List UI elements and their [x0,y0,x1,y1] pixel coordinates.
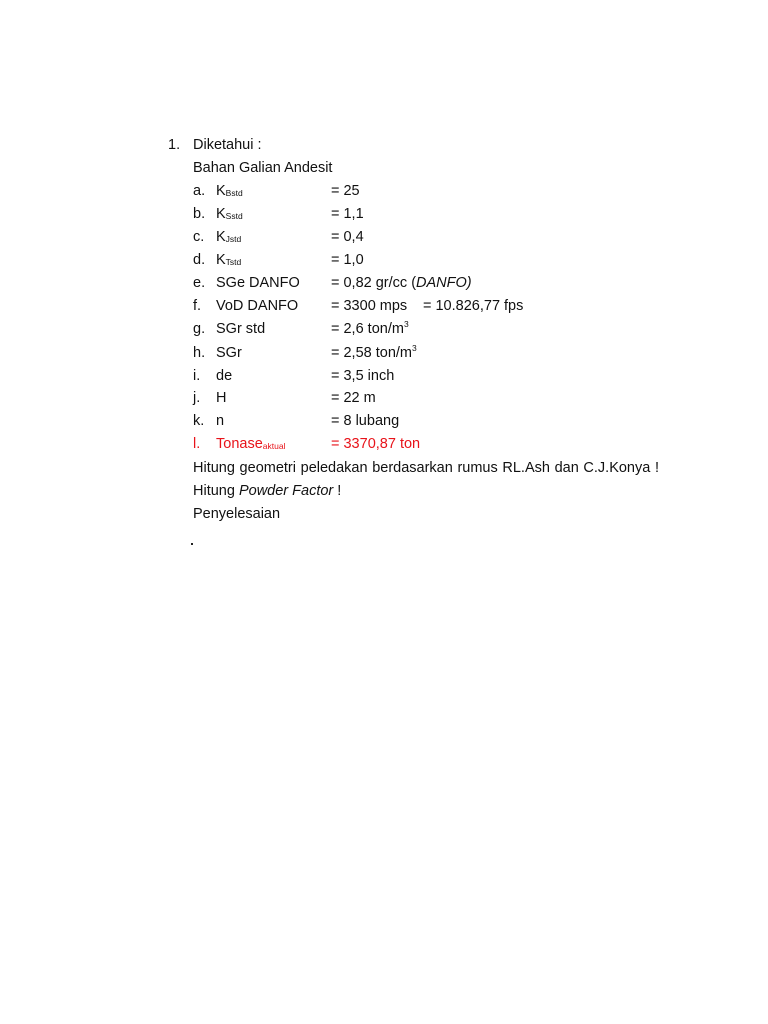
item-value-h: = 2,58 ton/$m^3$ [331,343,417,361]
item-value-i: = 3,5 inch [331,368,395,384]
item-name-h: SGr [216,345,242,361]
item-name-c: $K_{Jstd}$ [216,229,242,245]
item-label-f: f. [193,298,202,314]
item-name-i: de [216,368,233,384]
item-value-a: = 25 [331,183,360,199]
item-label-g: g. [193,321,206,337]
item-label-b: b. [193,206,206,222]
task-geometry: Hitung geometri peledakan berdasarkan rumus RL.Ash dan C.J.Konya ! [193,460,659,476]
item-name-f: VoD DANFO [216,298,299,314]
item-label-c: c. [193,229,205,245]
item-value-c: = 0,4 [331,229,364,245]
given-heading: Diketahui : [193,137,262,153]
item-label-h: h. [193,345,206,361]
item-label-d: d. [193,252,206,268]
solution-heading: Penyelesaian [193,506,281,522]
material-line: Bahan Galian Andesit [193,160,333,176]
item-label-a: a. [193,183,206,199]
task-powder-factor: Hitung Powder Factor ! [193,483,342,499]
item-name-a: $K_{Bstd}$ [216,183,243,199]
item-name-g: SGr std [216,321,266,337]
item-value-g: = 2,6 ton/$m^3$ [331,319,409,337]
problem-number: 1. [168,137,181,153]
item-value-j: = 22 m [331,390,376,406]
stray-dot [191,543,193,545]
item-name-e: SGe DANFO [216,275,300,291]
item-name-l: Tonase$_{aktual}$ [216,436,286,452]
item-value-b: = 1,1 [331,206,364,222]
item-extra-f: = 10.826,77 fps [423,298,524,314]
item-name-k: n [216,413,225,429]
item-value-d: = 1,0 [331,252,364,268]
item-value-k: = 8 lubang [331,413,400,429]
item-label-j: j. [193,390,201,406]
item-value-f: = 3300 mps [331,298,408,314]
item-value-l: = 3370,87 ton [331,436,421,452]
item-name-b: $K_{Sstd}$ [216,206,243,222]
item-label-e: e. [193,275,206,291]
item-name-d: $K_{Tstd}$ [216,252,242,268]
item-value-e: = 0,82 gr/cc (DANFO) [331,275,472,291]
item-label-i: i. [193,368,201,384]
item-name-j: H [216,390,227,406]
item-label-l: l. [193,436,201,452]
item-label-k: k. [193,413,205,429]
